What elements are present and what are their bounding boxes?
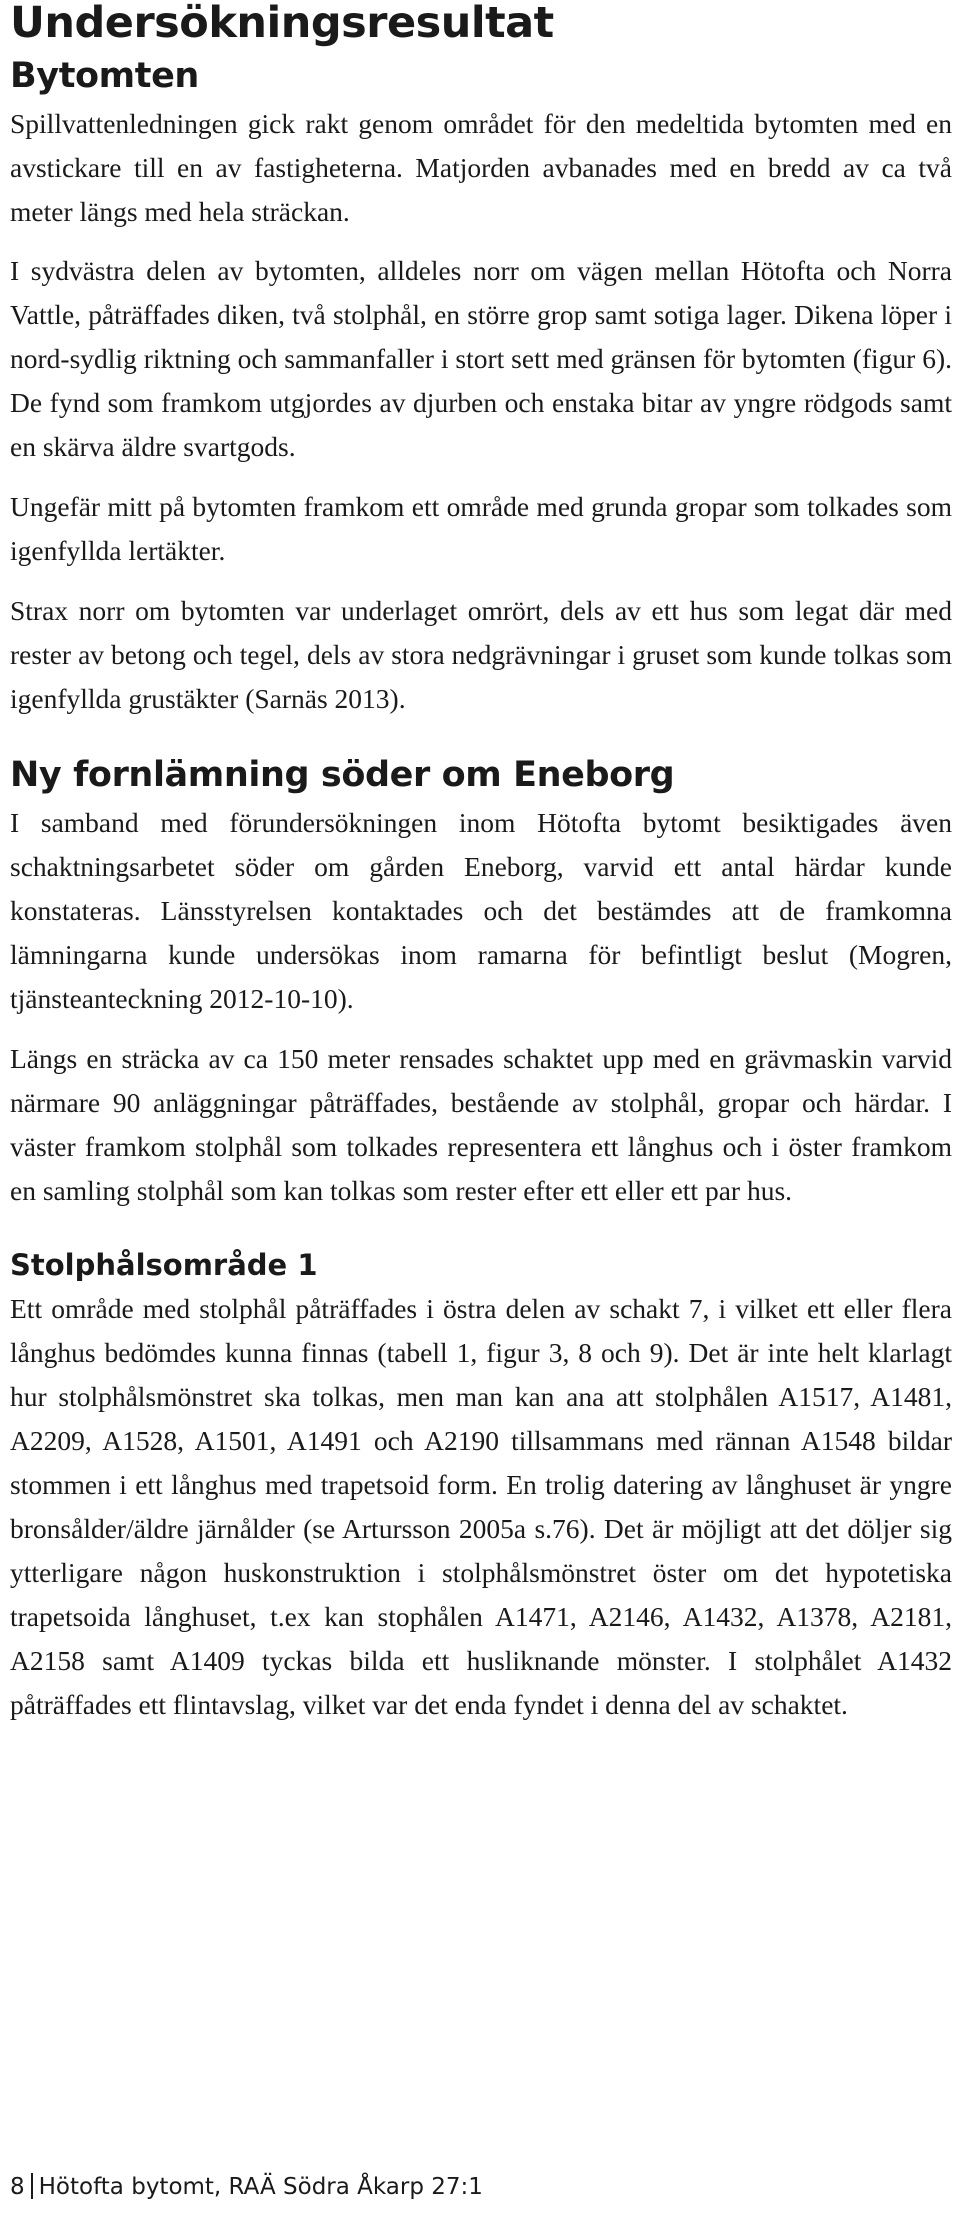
section-stolphalsomrade-1	[10, 1247, 952, 1727]
section-bytomten	[10, 56, 952, 721]
page-number: 8	[10, 2174, 25, 2200]
footer-text: Hötofta bytomt, RAÄ Södra Åkarp 27:1	[38, 2174, 483, 2200]
section-heading: Ny fornlämning söder om Eneborg	[10, 755, 675, 795]
footer-divider	[31, 2173, 33, 2199]
section-heading: Bytomten	[10, 56, 199, 96]
body-paragraph: Ungefär mitt på bytomten framkom ett område med grunda gropar som tolkades som igenfyllda lertäkter.	[10, 491, 952, 566]
document-page	[10, 0, 952, 2236]
page-footer	[10, 2172, 483, 2202]
section-ny-fornlamning	[10, 755, 952, 1213]
subsection-heading: Stolphålsområde 1	[10, 1248, 318, 1282]
page-title: Undersökningsresultat	[10, 0, 554, 48]
body-paragraph: I samband med förundersökningen inom Hötofta bytomt besiktigades även schaktningsarbetet söder om gården Eneborg, varvid ett antal härdar kunde konstateras. Länsstyrelsen kontaktades och det bestämdes att de framkomna lämningarna kunde undersökas inom ramarna för befintligt beslut (Mogren, tjänsteanteckning 2012-10-10).	[10, 807, 952, 1014]
body-paragraph: Strax norr om bytomten var underlaget omrört, dels av ett hus som legat där med rester av betong och tegel, dels av stora nedgrävningar i gruset som kunde tolkas som igenfyllda grustäkter (Sarnäs 2013).	[10, 595, 952, 714]
body-paragraph: Längs en sträcka av ca 150 meter rensades schaktet upp med en grävmaskin varvid närmare 90 anläggningar påträffades, bestående av stolphål, gropar och härdar. I väster framkom stolphål som tolkades representera ett långhus och i öster framkom en samling stolphål som kan tolkas som rester efter ett eller ett par hus.	[10, 1043, 952, 1206]
body-paragraph: I sydvästra delen av bytomten, alldeles norr om vägen mellan Hötofta och Norra Vattle, påträffades diken, två stolphål, en större grop samt sotiga lager. Dikena löper i nord-sydlig riktning och sammanfaller i stort sett med gränsen för bytomten (figur 6). De fynd som framkom utgjordes av djurben och enstaka bitar av yngre rödgods samt en skärva äldre svartgods.	[10, 255, 952, 462]
body-paragraph: Spillvattenledningen gick rakt genom området för den medeltida bytomten med en avstickare till en av fastigheterna. Matjorden avbanades med en bredd av ca två meter längs med hela sträckan.	[10, 108, 952, 227]
body-paragraph: Ett område med stolphål påträffades i östra delen av schakt 7, i vilket ett eller flera långhus bedömdes kunna finnas (tabell 1, figur 3, 8 och 9). Det är inte helt klarlagt hur stolphålsmönstret ska tolkas, men man kan ana att stolphålen A1517, A1481, A2209, A1528, A1501, A1491 och A2190 tillsammans med rännan A1548 bildar stommen i ett långhus med trapetsoid form. En trolig datering av långhuset är yngre bronsålder/äldre järnålder (se Artursson 2005a s.76). Det är möjligt att det döljer sig ytterligare någon huskonstruktion i stolphålsmönstret öster om det hypotetiska trapetsoida långhuset, t.ex kan stophålen A1471, A2146, A1432, A1378, A2181, A2158 samt A1409 tyckas bilda ett husliknande mönster. I stolphålet A1432 påträffades ett flintavslag, vilket var det enda fyndet i denna del av schaktet.	[10, 1293, 952, 1720]
